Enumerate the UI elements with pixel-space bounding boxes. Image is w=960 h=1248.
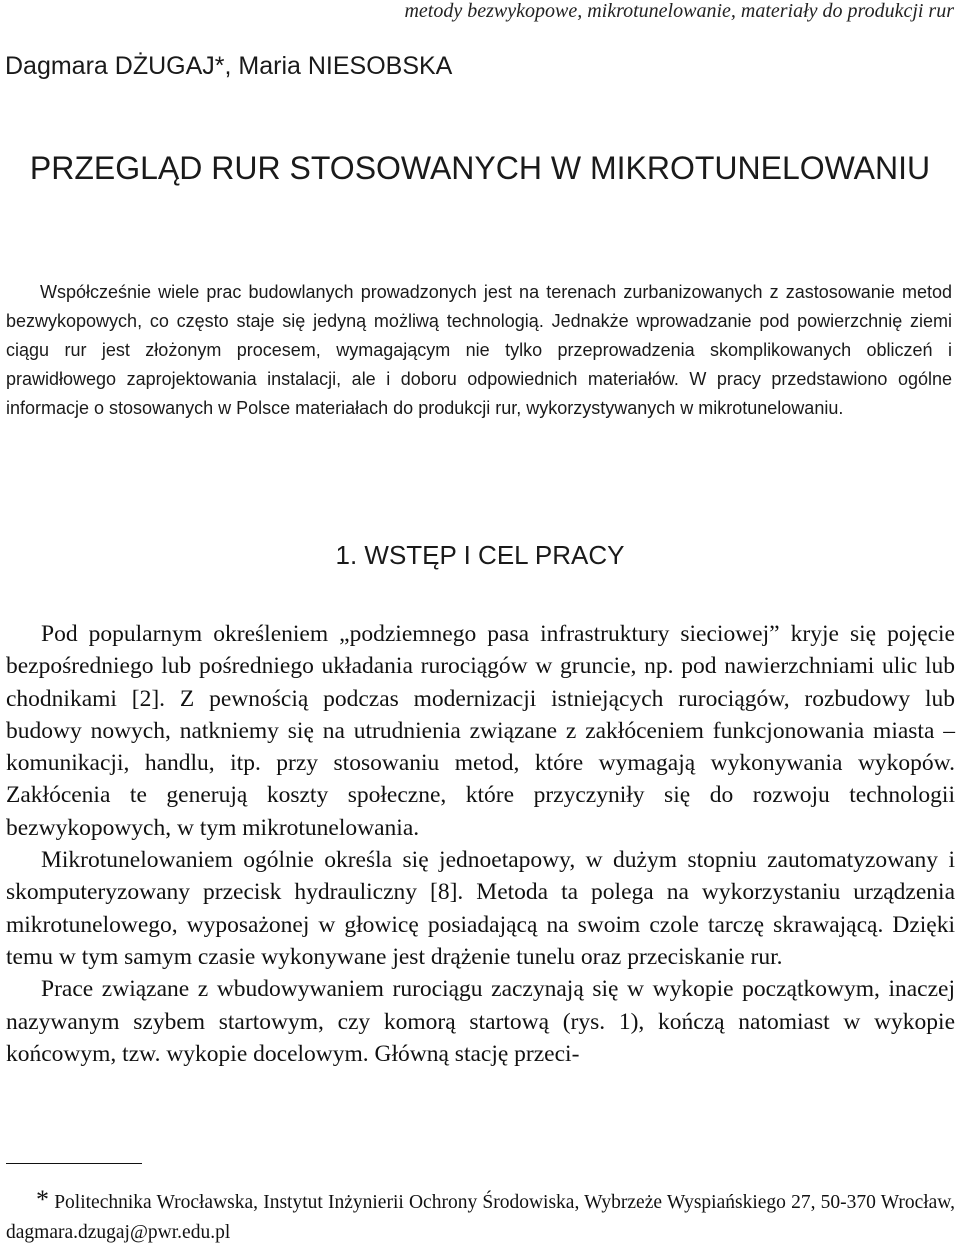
running-header: metody bezwykopowe, mikrotunelowanie, materiały do produkcji rur	[404, 0, 954, 22]
footnote-marker: *	[36, 1185, 49, 1214]
section-heading: 1. WSTĘP I CEL PRACY	[335, 540, 625, 570]
footnote	[6, 1185, 955, 1248]
footnote-text: Politechnika Wrocławska, Instytut Inżynierii Ochrony Środowiska, Wybrzeże Wyspiańskiego 27, 50-370 Wrocław, dagmara.dzugaj@pwr.edu.pl	[6, 1192, 955, 1243]
footnote-divider	[6, 1163, 142, 1164]
abstract: Współcześnie wiele prac budowlanych prowadzonych jest na terenach zurbanizowanych z zastosowanie metod bezwykopowych, co często staje się jedyną możliwą technologią. Jednakże wprowadzanie pod powierzchnię ziemi ciągu rur jest złożonym procesem, wymagającym nie tylko przeprowadzenia skomplikowanych obliczeń i prawidłowego zaprojektowania instalacji, ale i doboru odpowiednich materiałów. W pracy przedstawiono ogólne informacje o stosowanych w Polsce materiałach do produkcji rur, wykorzystywanych w mikrotunelowaniu.	[6, 282, 952, 418]
paragraph: Mikrotunelowaniem ogólnie określa się jednoetapowy, w dużym stopniu zautomatyzowany i skomputeryzowany przecisk hydrauliczny [8]. Metoda ta polega na wykorzystaniu urządzenia mikrotunelowego, wyposażonej w głowicę posiadającą na swoim czole tarczę skrawającą. Dzięki temu w tym samym czasie wykonywane jest drążenie tunelu oraz przeciskanie rur.	[6, 847, 955, 970]
paragraph: Pod popularnym określeniem „podziemnego pasa infrastruktury sieciowej” kryje się pojęcie bezpośredniego lub pośredniego układania rurociągów w gruncie, np. pod nawierzchniami ulic lub chodnikami [2]. Z pewnością podczas modernizacji istniejących rurociągów, rozbudowy lub budowy nowych, natkniemy się na utrudnienia związane z zakłóceniem funkcjonowania miasta – komunikacji, handlu, itp. przy stosowaniu metod, które wymagają wykonywania wykopów. Zakłócenia te generują koszty społeczne, które przyczyniły się do rozwoju technologii bezwykopowych, w tym mikrotunelowania.	[6, 621, 955, 841]
authors: Dagmara DŻUGAJ*, Maria NIESOBSKA	[5, 52, 453, 80]
body-text	[6, 618, 955, 1070]
article-title: PRZEGLĄD RUR STOSOWANYCH W MIKROTUNELOWANIU	[29, 150, 931, 186]
paragraph: Prace związane z wbudowywaniem rurociągu zaczynają się w wykopie początkowym, inaczej nazywanym szybem startowym, czy komorą startową (rys. 1), kończą natomiast w wykopie końcowym, tzw. wykopie docelowym. Główną stację przeci-	[6, 976, 955, 1067]
